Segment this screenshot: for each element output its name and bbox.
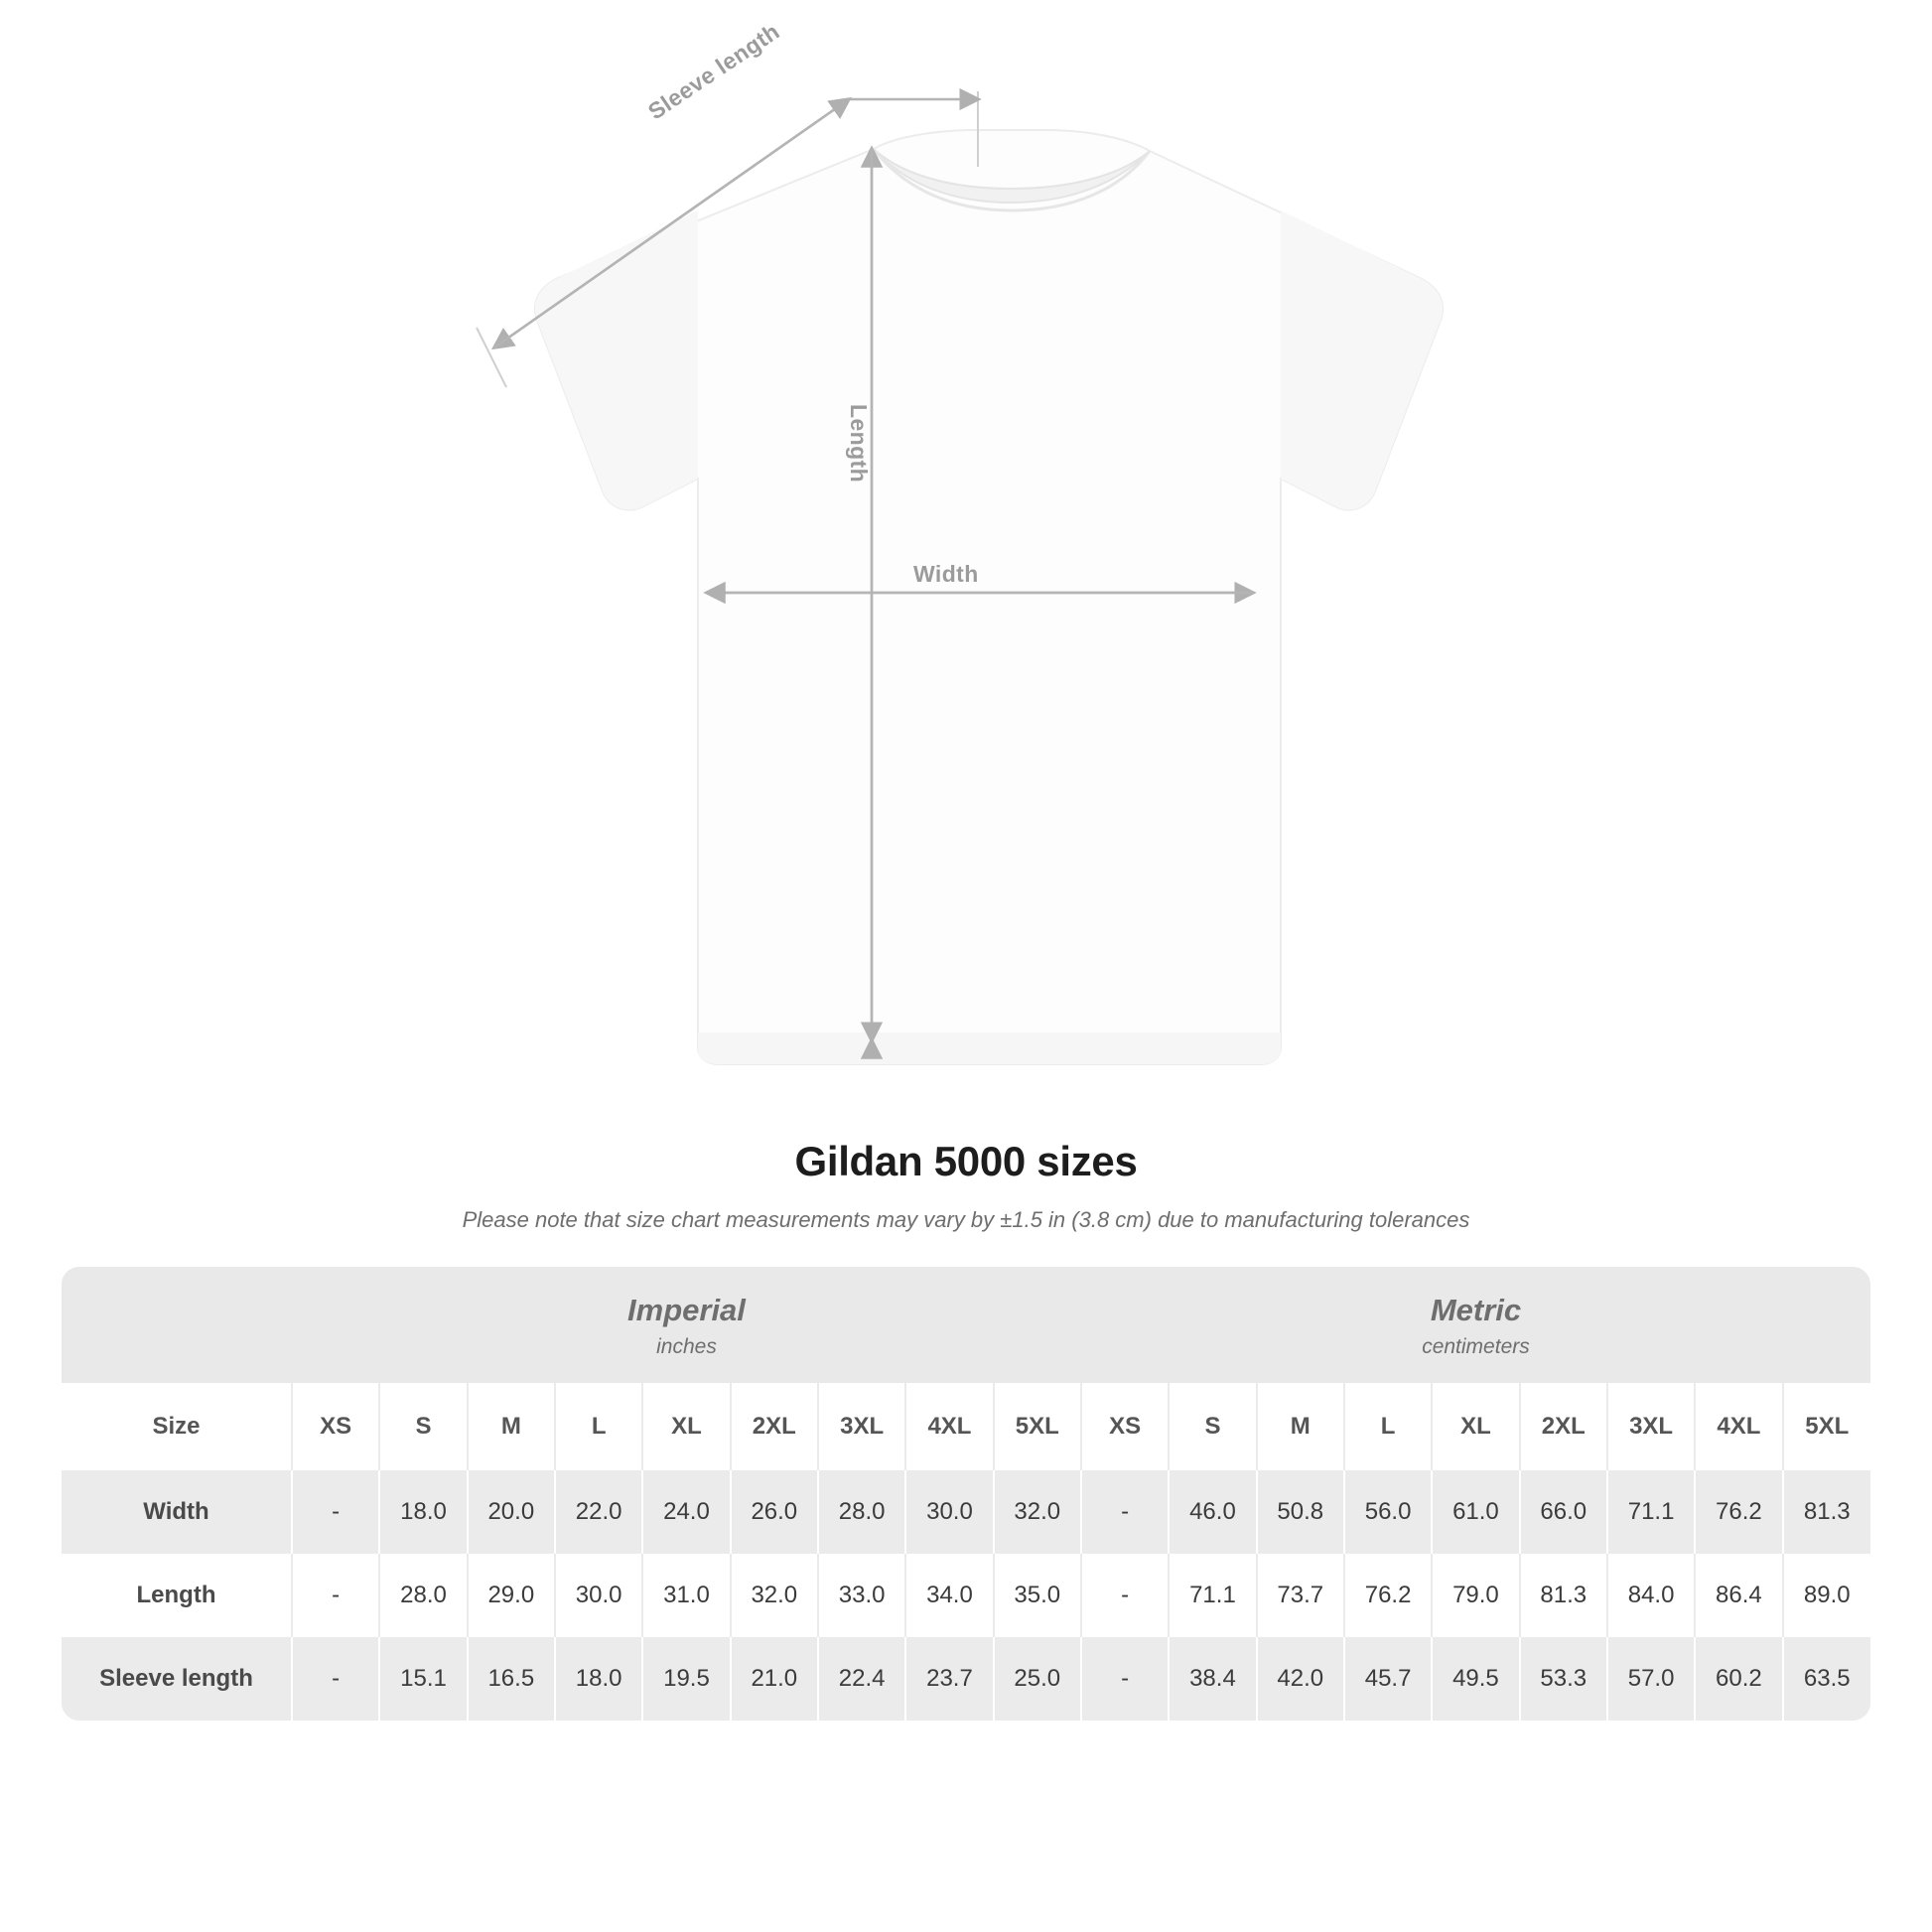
table-cell: 50.8 xyxy=(1257,1470,1344,1554)
table-cell: - xyxy=(1081,1470,1169,1554)
size-header-cell: M xyxy=(468,1383,555,1470)
unit-header-spacer xyxy=(62,1267,292,1383)
size-header-cell: S xyxy=(379,1383,467,1470)
length-dimension-label: Length xyxy=(846,404,872,483)
size-header-cell: 4XL xyxy=(1695,1383,1782,1470)
size-header-cell: 3XL xyxy=(1607,1383,1695,1470)
table-cell: 46.0 xyxy=(1169,1470,1256,1554)
size-header-cell: 5XL xyxy=(994,1383,1081,1470)
table-cell: 61.0 xyxy=(1432,1470,1519,1554)
table-cell: 34.0 xyxy=(905,1554,993,1637)
table-row xyxy=(62,1554,1870,1637)
table-cell: 22.4 xyxy=(818,1637,905,1721)
size-header-cell: 3XL xyxy=(818,1383,905,1470)
table-cell: - xyxy=(292,1637,379,1721)
size-table xyxy=(62,1267,1870,1721)
table-cell: 23.7 xyxy=(905,1637,993,1721)
size-header-cell: XL xyxy=(1432,1383,1519,1470)
unit-name-imperial: Imperial xyxy=(627,1293,746,1327)
table-cell: 84.0 xyxy=(1607,1554,1695,1637)
unit-sub-metric: centimeters xyxy=(1422,1335,1530,1358)
table-cell: 19.5 xyxy=(642,1637,730,1721)
size-header-label: Size xyxy=(62,1383,292,1470)
chart-heading xyxy=(0,1138,1932,1233)
table-cell: 32.0 xyxy=(994,1470,1081,1554)
table-cell: 57.0 xyxy=(1607,1637,1695,1721)
table-cell: 22.0 xyxy=(555,1470,642,1554)
sleeve-length-dimension-label: Sleeve length xyxy=(643,18,784,125)
table-cell: 56.0 xyxy=(1344,1470,1432,1554)
table-cell: 31.0 xyxy=(642,1554,730,1637)
size-header-row xyxy=(62,1383,1870,1470)
size-header-cell: XL xyxy=(642,1383,730,1470)
table-cell: 71.1 xyxy=(1607,1470,1695,1554)
table-cell: 73.7 xyxy=(1257,1554,1344,1637)
size-header-cell: XS xyxy=(1081,1383,1169,1470)
table-cell: 76.2 xyxy=(1344,1554,1432,1637)
size-header-cell: L xyxy=(1344,1383,1432,1470)
width-dimension-label: Width xyxy=(913,561,979,587)
size-header-cell: S xyxy=(1169,1383,1256,1470)
table-cell: 30.0 xyxy=(555,1554,642,1637)
page-title: Gildan 5000 sizes xyxy=(794,1138,1138,1184)
table-cell: 89.0 xyxy=(1783,1554,1870,1637)
table-cell: 45.7 xyxy=(1344,1637,1432,1721)
unit-header-imperial xyxy=(292,1267,1081,1383)
table-cell: 53.3 xyxy=(1520,1637,1607,1721)
table-cell: 81.3 xyxy=(1783,1470,1870,1554)
table-cell: 28.0 xyxy=(818,1470,905,1554)
table-cell: 28.0 xyxy=(379,1554,467,1637)
table-cell: 21.0 xyxy=(731,1637,818,1721)
size-header-cell: M xyxy=(1257,1383,1344,1470)
row-label: Sleeve length xyxy=(62,1637,292,1721)
size-table-container xyxy=(62,1267,1870,1721)
table-row xyxy=(62,1637,1870,1721)
unit-header-row xyxy=(62,1267,1870,1383)
size-header-cell: XS xyxy=(292,1383,379,1470)
table-cell: - xyxy=(292,1470,379,1554)
table-cell: - xyxy=(292,1554,379,1637)
table-cell: 33.0 xyxy=(818,1554,905,1637)
table-cell: 18.0 xyxy=(379,1470,467,1554)
table-cell: 81.3 xyxy=(1520,1554,1607,1637)
table-cell: 25.0 xyxy=(994,1637,1081,1721)
table-cell: 71.1 xyxy=(1169,1554,1256,1637)
unit-sub-imperial: inches xyxy=(656,1335,717,1358)
table-cell: 32.0 xyxy=(731,1554,818,1637)
size-header-cell: 5XL xyxy=(1783,1383,1870,1470)
table-cell: 16.5 xyxy=(468,1637,555,1721)
table-cell: 49.5 xyxy=(1432,1637,1519,1721)
size-header-cell: 2XL xyxy=(1520,1383,1607,1470)
table-cell: 30.0 xyxy=(905,1470,993,1554)
table-cell: 86.4 xyxy=(1695,1554,1782,1637)
table-cell: - xyxy=(1081,1554,1169,1637)
size-header-cell: 2XL xyxy=(731,1383,818,1470)
table-cell: 76.2 xyxy=(1695,1470,1782,1554)
table-cell: 18.0 xyxy=(555,1637,642,1721)
table-cell: 42.0 xyxy=(1257,1637,1344,1721)
table-cell: 60.2 xyxy=(1695,1637,1782,1721)
table-cell: 20.0 xyxy=(468,1470,555,1554)
table-cell: - xyxy=(1081,1637,1169,1721)
row-label: Length xyxy=(62,1554,292,1637)
table-cell: 79.0 xyxy=(1432,1554,1519,1637)
table-row xyxy=(62,1470,1870,1554)
unit-name-metric: Metric xyxy=(1430,1293,1522,1327)
table-cell: 29.0 xyxy=(468,1554,555,1637)
size-header-cell: 4XL xyxy=(905,1383,993,1470)
row-label: Width xyxy=(62,1470,292,1554)
table-cell: 26.0 xyxy=(731,1470,818,1554)
size-header-cell: L xyxy=(555,1383,642,1470)
table-cell: 15.1 xyxy=(379,1637,467,1721)
table-cell: 35.0 xyxy=(994,1554,1081,1637)
table-cell: 24.0 xyxy=(642,1470,730,1554)
tolerance-note: Please note that size chart measurements may vary by ±1.5 in (3.8 cm) due to manufacturing tolerances xyxy=(462,1207,1470,1232)
table-cell: 66.0 xyxy=(1520,1470,1607,1554)
table-cell: 63.5 xyxy=(1783,1637,1870,1721)
table-cell: 38.4 xyxy=(1169,1637,1256,1721)
unit-header-metric xyxy=(1081,1267,1870,1383)
